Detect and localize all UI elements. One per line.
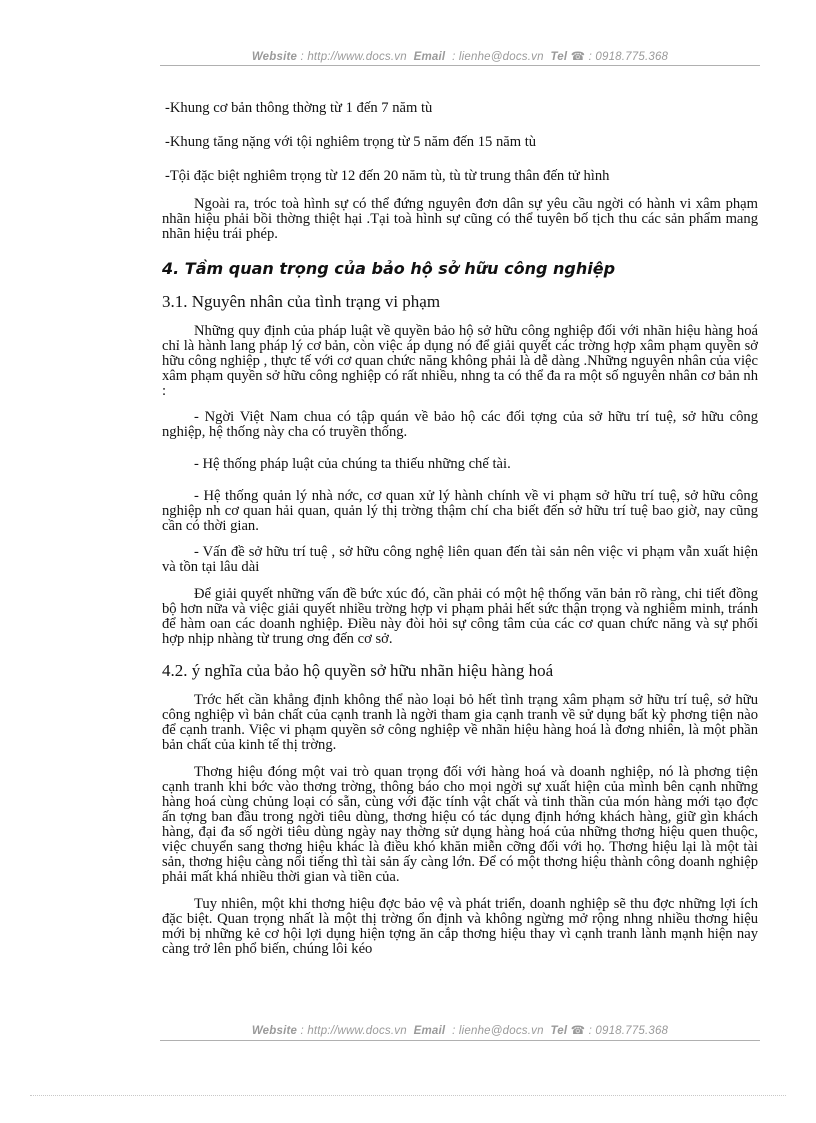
paragraph: Để giải quyết những vấn đề bức xúc đó, cần phải có một hệ thống văn bản rõ ràng, chi tiết đồng bộ hơn nữa và việc giải quyết nhiều trờng hợp vi phạm phải hết sức thận trọng và nghiêm minh, tránh để hàm oan các doanh nghiệp. Điều này đòi hỏi sự công tâm của các cơ quan chức năng và sự phối hợp nhịp nhàng từ trung ơng đến cơ sở. bbox=[162, 586, 758, 647]
header-email-label: Email bbox=[413, 51, 446, 63]
footer-email-link[interactable]: : lienhe@docs.vn bbox=[452, 1025, 544, 1037]
paragraph: Tuy nhiên, một khi thơng hiệu đợc bảo vệ và phát triển, doanh nghiệp sẽ thu đợc những lợi ích đặc biệt. Quan trọng nhất là một thị trờng ổn định và không ngừng mở rộng nhng nhiều thơng hiệu mới bị những kẻ cơ hội lợi dụng hiện tợng ăn cắp thơng hiệu thay vì cạnh tranh lành mạnh hiện nay càng trở lên phổ biến, chúng lôi kéo bbox=[162, 896, 758, 957]
list-item: - Vấn đề sở hữu trí tuệ , sở hữu công nghệ liên quan đến tài sản nên việc vi phạm vẫn xuất hiện và tồn tại lâu dài bbox=[162, 544, 758, 575]
paragraph: Thơng hiệu đóng một vai trò quan trọng đối với hàng hoá và doanh nghiệp, nó là phơng tiện cạnh tranh khi bớc vào thơng trờng, thông báo cho mọi ngời sự xuất hiện của mình bên cạnh những hàng hoá cùng chủng loại có sẵn, cùng với đặc tính vật chất và tinh thần của món hàng mới tạo đợc ấn tợng ban đầu trong ngời tiêu dùng, thơng hiệu có tác dụng định hớng khách hàng, giữ gìn khách hàng, đại đa số ngời tiêu dùng ngày nay thờng sử dụng hàng hoá của những thơng hiệu quen thuộc, việc chuyển sang thơng hiệu khác là điều khó khăn miễn cỡng đối với họ. Thơng hiệu lại là một tài sản, thơng hiệu càng nổi tiếng thì tài sản ấy càng lớn. Để có một thơng hiệu thành công doanh nghiệp phải mất khá nhiều thời gian và tiền của. bbox=[162, 764, 758, 885]
footer-rule bbox=[160, 1040, 760, 1041]
phone-icon: ☎ bbox=[570, 1025, 586, 1037]
footer-tel-label: Tel bbox=[550, 1025, 568, 1037]
header-email-link[interactable]: : lienhe@docs.vn bbox=[452, 51, 544, 63]
subsection-heading-3-1: 3.1. Nguyên nhân của tình trạng vi phạm bbox=[162, 292, 441, 311]
list-item: - Hệ thống pháp luật của chúng ta thiếu những chế tài. bbox=[194, 456, 511, 472]
page-footer bbox=[160, 1023, 760, 1037]
page-edge-dotted-line bbox=[30, 1095, 786, 1096]
header-tel-value: : 0918.775.368 bbox=[588, 51, 669, 63]
footer-website-label: Website bbox=[251, 1025, 298, 1037]
list-item: -Khung tăng nặng với tội nghiêm trọng từ 5 năm đến 15 năm tù bbox=[165, 134, 537, 150]
list-item: -Khung cơ bản thông thờng từ 1 đến 7 năm tù bbox=[165, 100, 433, 116]
header-website-link[interactable]: : http://www.docs.vn bbox=[300, 51, 407, 63]
footer-website-link[interactable]: : http://www.docs.vn bbox=[300, 1025, 407, 1037]
phone-icon: ☎ bbox=[570, 51, 586, 63]
list-item: - Hệ thống quản lý nhà nớc, cơ quan xử lý hành chính về vi phạm sở hữu trí tuệ, sở hữu công nghiệp nh cơ quan hải quan, quản lý thị trờng thậm chí cha biết đến sở hữu trí tuệ bao giờ, nay cũng cần có thời gian. bbox=[162, 488, 758, 534]
header-website-label: Website bbox=[251, 51, 298, 63]
paragraph: Những quy định của pháp luật về quyền bảo hộ sở hữu công nghiệp đối với nhãn hiệu hàng hoá chỉ là hành lang pháp lý cơ bản, còn việc áp dụng nó để giải quyết các trờng hợp xâm phạm quyền sở hữu công nghiệp , thực tế với cơ quan chức năng không phải là dễ dàng .Những nguyên nhân của việc xâm phạm quyền sở hữu công nghiệp có rất nhiều, nhng ta có thể đa ra một số nguyên nhân cơ bản nh : bbox=[162, 323, 759, 399]
section-heading-4: 4. Tầm quan trọng của bảo hộ sở hữu công nghiệp bbox=[162, 259, 616, 278]
footer-email-label: Email bbox=[413, 1025, 446, 1037]
paragraph: Trớc hết cần khẳng định không thể nào loại bỏ hết tình trạng xâm phạm sở hữu trí tuệ, sở hữu công nghiệp vì bản chất của cạnh tranh là ngời tham gia cạnh tranh về sử dụng bất kỳ phơng tiện nào để cạnh tranh. Việc vi phạm quyền sở công nghiệp về nhãn hiệu hàng hoá là đơng nhiên, là một phần bản chất của kinh tế thị trờng. bbox=[162, 692, 758, 753]
paragraph: Ngoài ra, tróc toà hình sự có thể đứng nguyên đơn dân sự yêu cầu ngời có hành vi xâm phạm nhãn hiệu phải bồi thờng thiệt hại .Tại toà hình sự cũng có thể tuyên bố tịch thu các sản phẩm mang nhãn hiệu trái phép. bbox=[162, 196, 758, 242]
page-header bbox=[160, 49, 760, 63]
header-rule bbox=[160, 65, 760, 66]
list-item: - Ngời Việt Nam chua có tập quán về bảo hộ các đối tợng của sở hữu trí tuệ, sở hữu công nghiệp, hệ thống này cha có truyền thống. bbox=[162, 409, 758, 440]
subsection-heading-4-2: 4.2. ý nghĩa của bảo hộ quyền sở hữu nhãn hiệu hàng hoá bbox=[162, 661, 554, 680]
footer-tel-value: : 0918.775.368 bbox=[588, 1025, 669, 1037]
page-body bbox=[162, 96, 758, 957]
list-item: -Tội đặc biệt nghiêm trọng từ 12 đến 20 năm tù, tù từ trung thân đến tử hình bbox=[165, 168, 610, 184]
header-tel-label: Tel bbox=[550, 51, 568, 63]
